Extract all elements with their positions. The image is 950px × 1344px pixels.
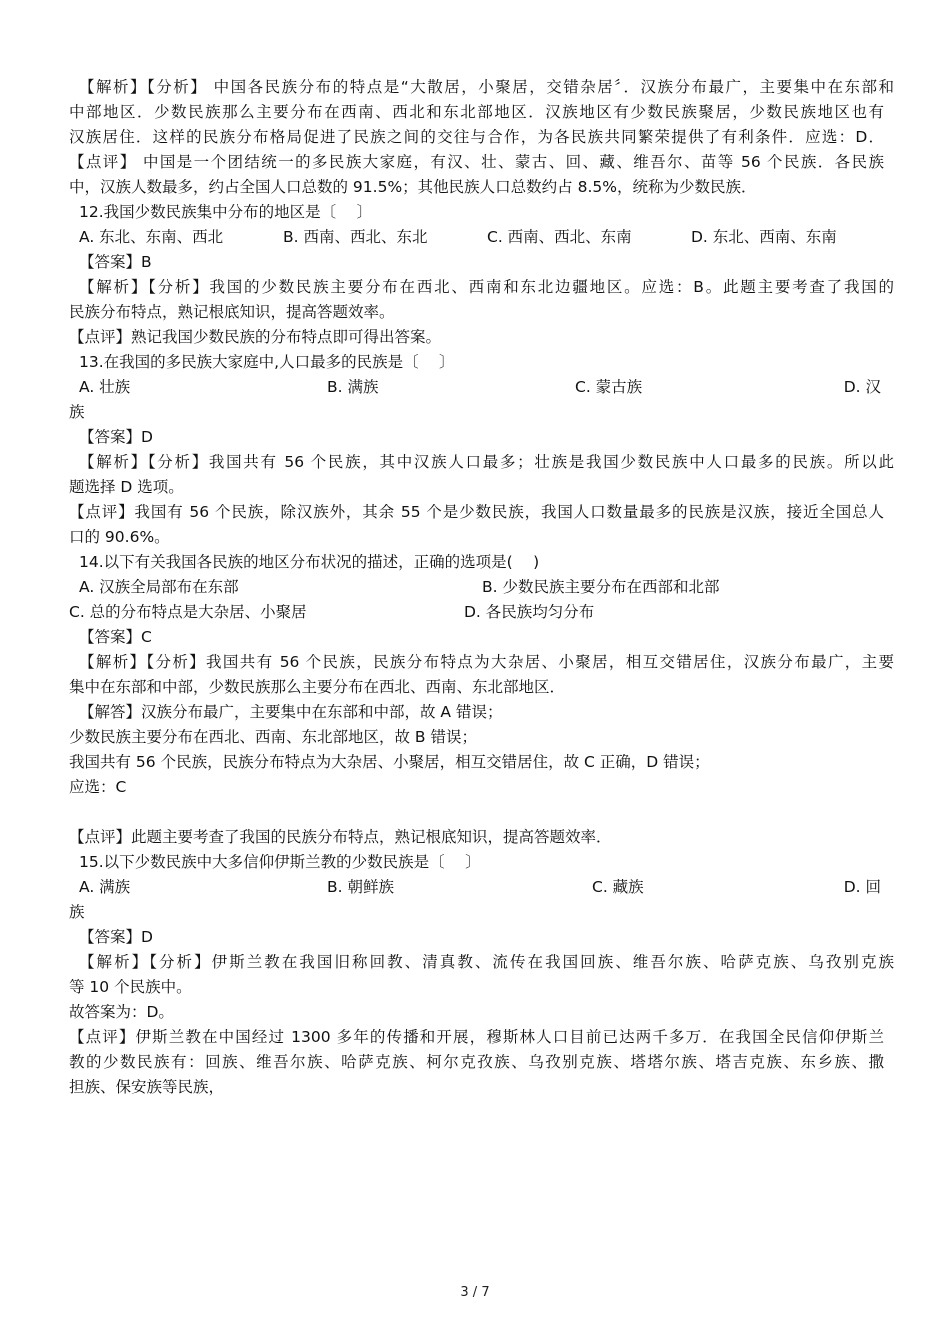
text-line: 族 bbox=[69, 403, 85, 421]
text-line: 题选择 D 选项。 bbox=[69, 478, 184, 496]
text-line: 【点评】伊斯兰教在中国经过 1300 多年的传播和开展，穆斯林人口目前已达两千多万．在我国全民信仰伊斯兰 bbox=[69, 1028, 884, 1046]
text-line: 民族分布特点，熟记根底知识，提高答题效率。 bbox=[69, 303, 395, 321]
page-number: 3 / 7 bbox=[460, 1285, 490, 1300]
question-12: 12.我国少数民族集中分布的地区是〔 〕 bbox=[79, 203, 373, 221]
text-line: 【解析】【分析】我国共有 56 个民族，其中汉族人口最多；壮族是我国少数民族中人口最多的民族。所以此 bbox=[79, 453, 894, 471]
text-line: 担族、保安族等民族， bbox=[69, 1078, 225, 1096]
question-14: 14.以下有关我国各民族的地区分布状况的描述，正确的选项是( ) bbox=[79, 553, 540, 571]
text-line: 【解析】【分析】我国的少数民族主要分布在西北、西南和东北边疆地区。应选：B。此题主要考查了我国的 bbox=[79, 278, 894, 296]
text-line: 教的少数民族有：回族、维吾尔族、哈萨克族、柯尔克孜族、乌孜别克族、塔塔尔族、塔吉克族、东乡族、撒 bbox=[69, 1053, 884, 1071]
text-line: 我国共有 56 个民族，民族分布特点为大杂居、小聚居，相互交错居住，故 C 正确，D 错误； bbox=[69, 753, 710, 771]
q12-option-b: B. 西南、西北、东北 bbox=[283, 228, 428, 246]
answer-line: 【答案】B bbox=[79, 253, 152, 271]
text-line: 集中在东部和中部，少数民族那么主要分布在西北、西南、东北部地区． bbox=[69, 678, 566, 696]
q13-option-a: A. 壮族 bbox=[79, 378, 131, 396]
text-line: 【解析】【分析】伊斯兰教在我国旧称回教、清真教、流传在我国回族、维吾尔族、哈萨克族、乌孜别克族 bbox=[79, 953, 894, 971]
q15-option-c: C. 藏族 bbox=[592, 878, 644, 896]
text-line: 【解析】【分析】我国共有 56 个民族，民族分布特点为大杂居、小聚居，相互交错居住，汉族分布最广，主要 bbox=[79, 653, 894, 671]
text-line: 族 bbox=[69, 903, 85, 921]
q14-option-c: C. 总的分布特点是大杂居、小聚居 bbox=[69, 603, 307, 621]
q15-option-a: A. 满族 bbox=[79, 878, 131, 896]
q12-option-d: D. 东北、西南、东南 bbox=[691, 228, 837, 246]
text-line: 【点评】熟记我国少数民族的分布特点即可得出答案。 bbox=[69, 328, 442, 346]
question-13: 13.在我国的多民族大家庭中,人口最多的民族是〔 〕 bbox=[79, 353, 455, 371]
q14-option-d: D. 各民族均匀分布 bbox=[464, 603, 595, 621]
text-line: 中部地区．少数民族那么主要分布在西南、西北和东北部地区．汉族地区有少数民族聚居，少数民族地区也有 bbox=[69, 103, 884, 121]
text-line: 【解答】汉族分布最广，主要集中在东部和中部，故 A 错误； bbox=[79, 703, 503, 721]
q12-option-c: C. 西南、西北、东南 bbox=[487, 228, 632, 246]
q13-option-d: D. 汉 bbox=[843, 378, 881, 396]
q14-option-b: B. 少数民族主要分布在西部和北部 bbox=[482, 578, 720, 596]
answer-line: 【答案】D bbox=[79, 428, 153, 446]
text-line: 少数民族主要分布在西北、西南、东北部地区，故 B 错误； bbox=[69, 728, 477, 746]
text-line: 汉族居住．这样的民族分布格局促进了民族之间的交往与合作，为各民族共同繁荣提供了有利条件．应选：D． bbox=[69, 128, 884, 146]
q14-option-a: A. 汉族全局部布在东部 bbox=[79, 578, 239, 596]
text-line: 【解析】【分析】 中国各民族分布的特点是“大散居，小聚居，交错杂居〞．汉族分布最广，主要集中在东部和 bbox=[79, 78, 894, 96]
question-15: 15.以下少数民族中大多信仰伊斯兰教的少数民族是〔 〕 bbox=[79, 853, 481, 871]
text-line: 【点评】 中国是一个团结统一的多民族大家庭，有汉、壮、蒙古、回、藏、维吾尔、苗等 56 个民族．各民族 bbox=[69, 153, 884, 171]
q13-option-b: B. 满族 bbox=[327, 378, 379, 396]
q13-option-c: C. 蒙古族 bbox=[575, 378, 643, 396]
q15-option-b: B. 朝鲜族 bbox=[327, 878, 394, 896]
text-line: 应选：C bbox=[69, 778, 127, 796]
text-line: 等 10 个民族中。 bbox=[69, 978, 192, 996]
text-line: 故答案为：D。 bbox=[69, 1003, 174, 1021]
text-line: 【点评】此题主要考查了我国的民族分布特点，熟记根底知识，提高答题效率． bbox=[69, 828, 612, 846]
text-line: 【点评】我国有 56 个民族，除汉族外，其余 55 个是少数民族，我国人口数量最多的民族是汉族，接近全国总人 bbox=[69, 503, 884, 521]
text-line: 中，汉族人数最多，约占全国人口总数的 91.5%；其他民族人口总数约占 8.5%，统称为少数民族． bbox=[69, 178, 757, 196]
answer-line: 【答案】D bbox=[79, 928, 153, 946]
answer-line: 【答案】C bbox=[79, 628, 152, 646]
q15-option-d: D. 回 bbox=[843, 878, 881, 896]
text-line: 口的 90.6%。 bbox=[69, 528, 170, 546]
q12-option-a: A. 东北、东南、西北 bbox=[79, 228, 224, 246]
